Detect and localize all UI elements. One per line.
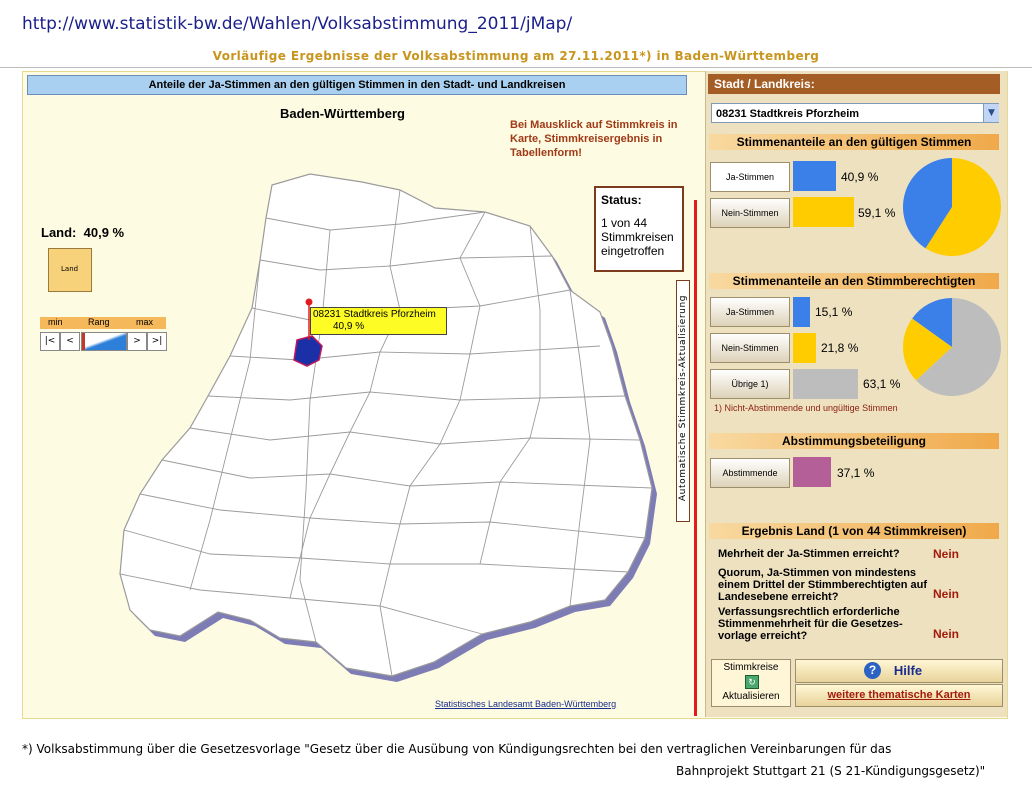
question-quorum: Quorum, Ja-Stimmen von mindestens einem Drittel der Stimmberechtigten auf Landesebene erreicht? xyxy=(718,567,928,603)
auto-update-toggle[interactable] xyxy=(676,280,690,522)
nav-first-button[interactable]: |< xyxy=(40,332,60,351)
valid-nein-value: 59,1 % xyxy=(858,206,896,220)
tooltip-value: 40,9 % xyxy=(333,321,365,332)
rang-label: Rang xyxy=(88,317,110,327)
elig-ja-button[interactable]: Ja-Stimmen xyxy=(710,297,790,327)
map-land xyxy=(120,174,652,676)
district-map[interactable] xyxy=(100,160,660,700)
chevron-down-icon[interactable]: ▼ xyxy=(983,104,999,122)
map-hint: Bei Mausklick auf Stimmkreis in Karte, Stimmkreisergebnis in Tabellenform! xyxy=(510,119,678,159)
land-map-icon[interactable] xyxy=(48,248,92,292)
district-tooltip xyxy=(310,307,447,335)
update-districts-button[interactable] xyxy=(711,659,791,707)
nav-prev-button[interactable]: < xyxy=(60,332,80,351)
valid-ja-bar xyxy=(793,161,836,191)
section-eligible-votes: Stimmenanteile an den Stimmberechtigten xyxy=(709,273,999,289)
help-label: Hilfe xyxy=(893,663,923,678)
ja-stimmen-button[interactable]: Ja-Stimmen xyxy=(710,162,790,192)
nein-stimmen-button[interactable]: Nein-Stimmen xyxy=(710,198,790,228)
page-subtitle: Vorläufige Ergebnisse der Volksabstimmung am 27.11.2011*) in Baden-Württemberg xyxy=(212,49,820,63)
page-url: http://www.statistik-bw.de/Wahlen/Volksabstimmung_2011/jMap/ xyxy=(22,14,573,34)
district-header: Stadt / Landkreis: xyxy=(708,74,1000,94)
valid-ja-value: 40,9 % xyxy=(841,170,879,184)
status-text: 1 von 44 Stimmkreisen eingetroffen xyxy=(601,216,674,258)
nav-next-button[interactable]: > xyxy=(127,332,147,351)
refresh-icon: ↻ xyxy=(745,675,759,689)
answer-constitution: Nein xyxy=(933,627,960,641)
answer-quorum: Nein xyxy=(933,587,960,601)
question-majority: Mehrheit der Ja-Stimmen erreicht? xyxy=(718,548,900,560)
region-title: Baden-Württemberg xyxy=(280,106,405,121)
elig-nein-bar xyxy=(793,333,816,363)
elig-uebrige-value: 63,1 % xyxy=(863,377,901,391)
section-turnout: Abstimmungsbeteiligung xyxy=(709,433,999,449)
eligible-pie-chart xyxy=(902,297,1002,397)
status-title: Status: xyxy=(601,193,642,207)
auto-update-label: Automatische Stimmkreis-Aktualisierung xyxy=(678,294,688,502)
update-line2: Aktualisieren xyxy=(722,691,780,702)
tooltip-name: 08231 Stadtkreis Pforzheim xyxy=(313,309,436,320)
nav-last-button[interactable]: >| xyxy=(147,332,167,351)
abstimmende-button[interactable]: Abstimmende xyxy=(710,458,790,488)
more-maps-link[interactable]: weitere thematische Karten xyxy=(795,684,1003,707)
map-panel-title: Anteile der Ja-Stimmen an den gültigen Stimmen in den Stadt- und Landkreisen xyxy=(27,75,687,95)
land-icon-label: Land xyxy=(61,265,79,273)
elig-nein-value: 21,8 % xyxy=(821,341,859,355)
elig-ja-value: 15,1 % xyxy=(815,305,853,319)
elig-nein-button[interactable]: Nein-Stimmen xyxy=(710,333,790,363)
elig-uebrige-button[interactable]: Übrige 1) xyxy=(710,369,790,399)
valid-nein-bar xyxy=(793,197,854,227)
answer-majority: Nein xyxy=(933,547,960,561)
elig-uebrige-bar xyxy=(793,369,858,399)
valid-pie-chart xyxy=(902,157,1002,257)
question-constitution: Verfassungsrechtlich erforderliche Stimmenmehrheit für die Gesetzes-vorlage erreicht? xyxy=(718,606,903,642)
land-value: 40,9 % xyxy=(83,225,125,240)
elig-ja-bar xyxy=(793,297,810,327)
header-divider xyxy=(0,67,1032,68)
turnout-bar xyxy=(793,457,831,487)
footnote-others: 1) Nicht-Abstimmende und ungültige Stimmen xyxy=(714,403,898,413)
credit-link[interactable]: Statistisches Landesamt Baden-Württemberg xyxy=(435,699,617,709)
help-icon: ? xyxy=(864,662,881,679)
footer-line1: *) Volksabstimmung über die Gesetzesvorlage "Gesetz über die Ausübung von Kündigungsrechten bei den vertraglichen Vereinbarungen für das xyxy=(22,742,892,756)
district-select[interactable]: 08231 Stadtkreis Pforzheim xyxy=(711,103,999,123)
footer-line2: Bahnprojekt Stuttgart 21 (S 21-Kündigungsgesetz)" xyxy=(676,764,986,778)
rang-max: max xyxy=(136,317,154,327)
rang-min: min xyxy=(48,317,63,327)
section-valid-votes: Stimmenanteile an den gültigen Stimmen xyxy=(709,134,999,150)
land-label: Land: xyxy=(41,225,77,240)
turnout-value: 37,1 % xyxy=(837,466,875,480)
update-line1: Stimmkreise xyxy=(723,662,779,673)
panel-divider xyxy=(694,200,697,716)
help-button[interactable] xyxy=(795,659,1003,683)
section-result: Ergebnis Land (1 von 44 Stimmkreisen) xyxy=(709,523,999,539)
